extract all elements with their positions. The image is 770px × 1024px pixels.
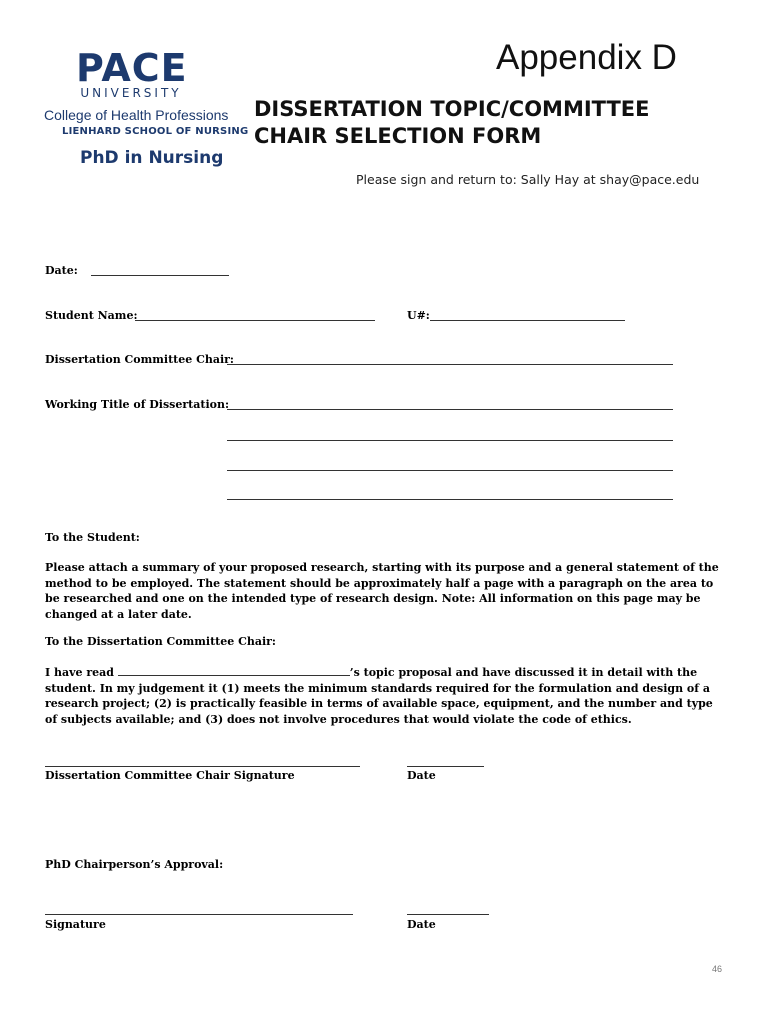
committee-chair-label: Dissertation Committee Chair:: [45, 353, 234, 366]
date-field[interactable]: [91, 275, 229, 276]
approval-section-heading: PhD Chairperson’s Approval:: [45, 858, 224, 871]
return-instructions: Please sign and return to: Sally Hay at shay@pace.edu: [356, 172, 700, 187]
date-label: Date:: [45, 264, 78, 277]
student-name-field[interactable]: [135, 320, 375, 321]
chair-signature-label: Dissertation Committee Chair Signature: [45, 769, 295, 782]
working-title-field-line-4[interactable]: [227, 499, 673, 500]
page-number: 46: [712, 964, 723, 974]
committee-chair-field[interactable]: [227, 364, 673, 365]
chair-body-prefix: I have read: [45, 666, 114, 679]
u-number-field[interactable]: [430, 320, 625, 321]
school-name: LIENHARD SCHOOL OF NURSING: [62, 126, 249, 137]
student-name-label: Student Name:: [45, 309, 138, 322]
approval-signature-label: Signature: [45, 918, 106, 931]
program-name: PhD in Nursing: [80, 148, 224, 168]
form-title-line-1: DISSERTATION TOPIC/COMMITTEE: [254, 97, 650, 121]
chair-date-field[interactable]: [407, 766, 484, 767]
student-section-heading: To the Student:: [45, 531, 140, 544]
chair-date-label: Date: [407, 769, 436, 782]
pace-logo-university: UNIVERSITY: [80, 86, 182, 100]
form-title-line-2: CHAIR SELECTION FORM: [254, 124, 542, 148]
student-name-blank[interactable]: [118, 665, 350, 676]
chair-body-rest: ’s topic proposal and have discussed it in detail with the student. In my judgement it (1) meets the minimum standards required for the formulation and design of a research project; (2) is practically feasible in terms of available space, equipment, and the number and type of subjects available; and (3) does not involve procedures that would violate the code of ethics.: [45, 666, 713, 726]
approval-signature-field[interactable]: [45, 914, 353, 915]
chair-section-heading: To the Dissertation Committee Chair:: [45, 635, 276, 648]
approval-date-label: Date: [407, 918, 436, 931]
u-number-label: U#:: [407, 309, 430, 322]
working-title-field-line-3[interactable]: [227, 470, 673, 471]
pace-logo-wordmark: PACE: [76, 46, 188, 90]
working-title-field-line-1[interactable]: [227, 409, 673, 410]
chair-signature-field[interactable]: [45, 766, 360, 767]
chair-section-body: [45, 665, 725, 727]
student-section-body: Please attach a summary of your proposed research, starting with its purpose and a general statement of the method to be employed. The statement should be approximately half a page with a paragraph on the area to be researched and one on the intended type of research design. Note: All information on this page may be changed at a later date.: [45, 561, 719, 621]
college-name: College of Health Professions: [44, 107, 229, 123]
working-title-field-line-2[interactable]: [227, 440, 673, 441]
approval-date-field[interactable]: [407, 914, 489, 915]
working-title-label: Working Title of Dissertation:: [45, 398, 230, 411]
appendix-label: Appendix D: [496, 38, 677, 77]
form-title: [254, 96, 724, 150]
